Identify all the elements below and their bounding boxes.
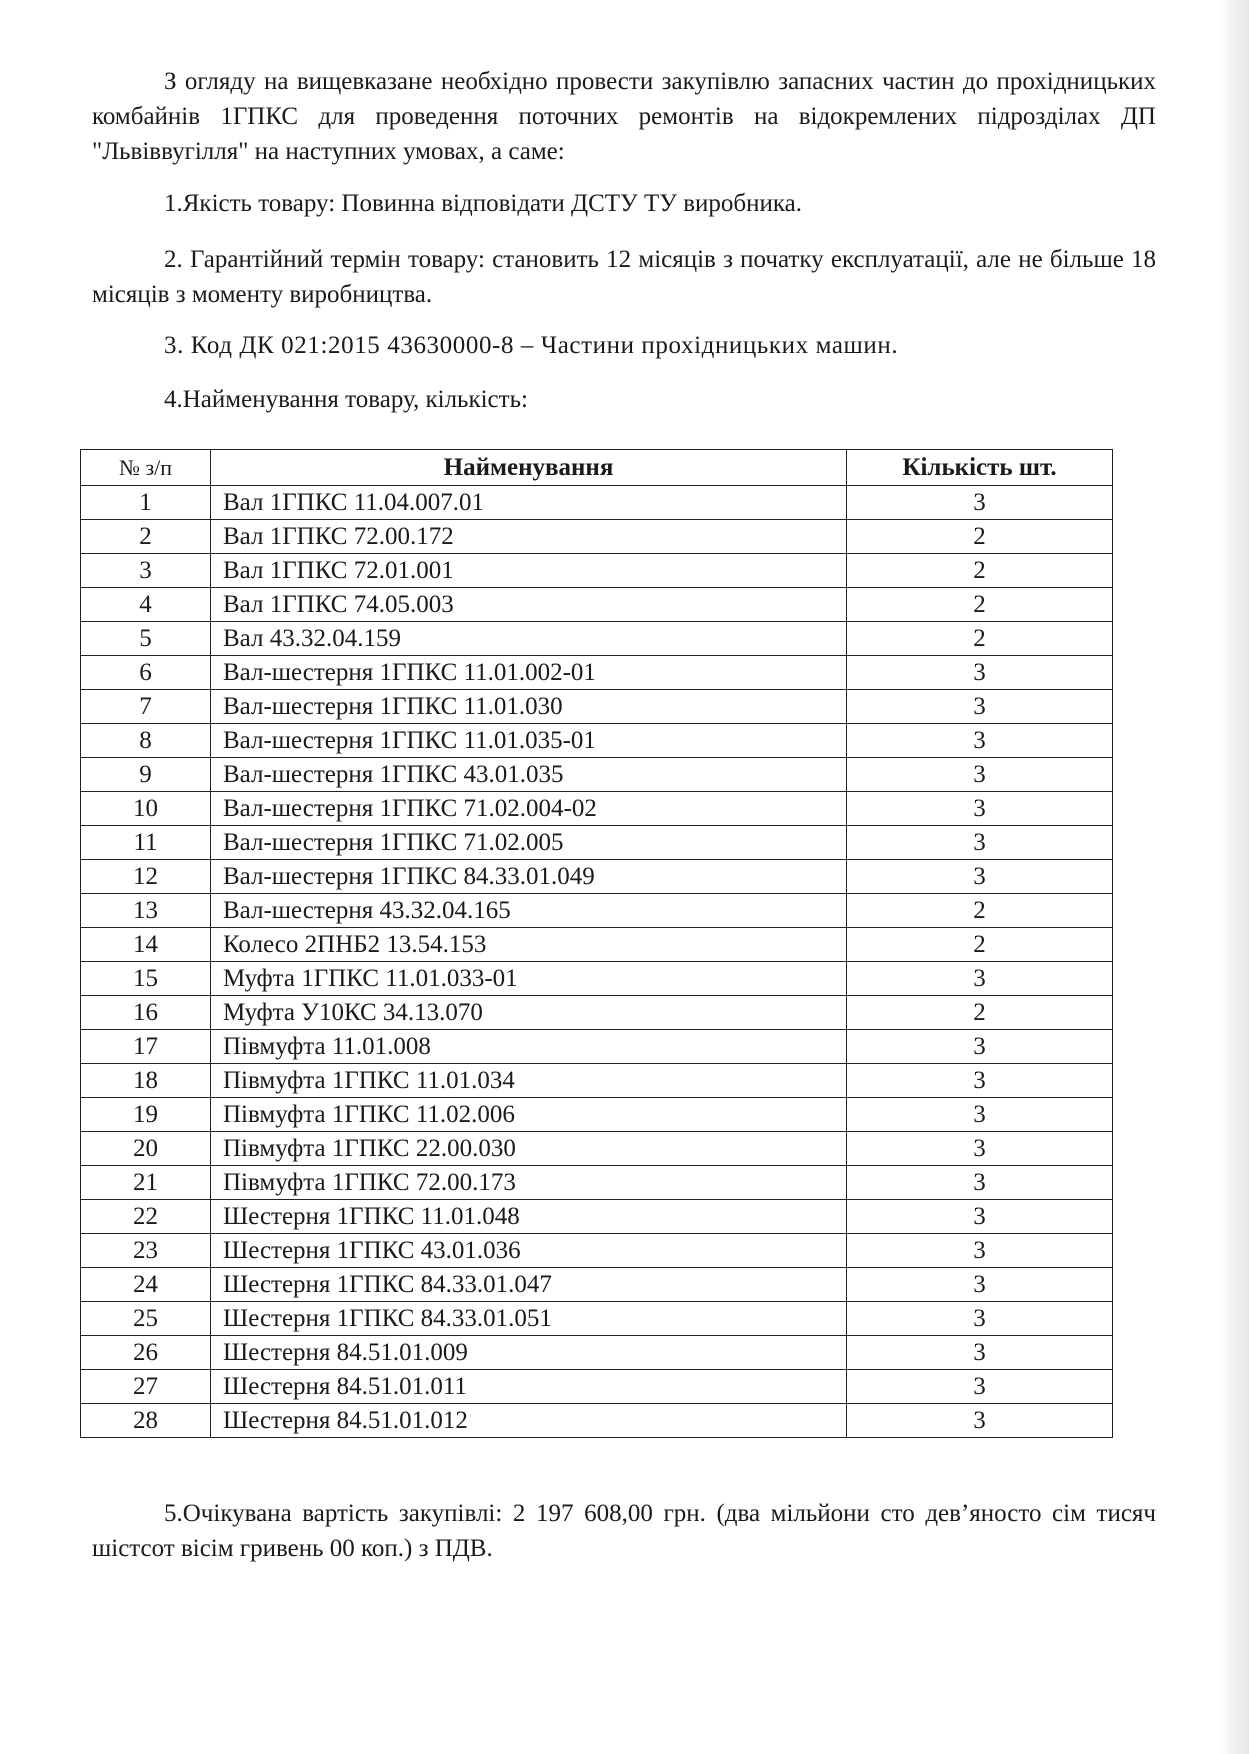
- row-name-cell: Шестерня 84.51.01.012: [211, 1404, 847, 1438]
- table-row: [81, 1370, 1113, 1404]
- row-quantity-cell: 3: [847, 1302, 1113, 1336]
- row-number-cell: 20: [81, 1132, 211, 1166]
- intro-paragraph: З огляду на вищевказане необхідно провести закупівлю запасних частин до прохідницьких комбайнів 1ГПКС для проведення поточних ремонтів на відокремлених підрозділах ДП "Львіввугілля" на наступних умовах, а саме:: [92, 68, 1156, 165]
- row-quantity-cell: 2: [847, 554, 1113, 588]
- row-quantity-cell: 3: [847, 860, 1113, 894]
- header-number: № з/п: [81, 450, 211, 486]
- row-name-cell: Півмуфта 1ГПКС 11.02.006: [211, 1098, 847, 1132]
- row-name-cell: Вал-шестерня 1ГПКС 11.01.035-01: [211, 724, 847, 758]
- row-quantity-cell: 2: [847, 928, 1113, 962]
- row-number-cell: 6: [81, 656, 211, 690]
- table-row: [81, 554, 1113, 588]
- row-number-cell: 22: [81, 1200, 211, 1234]
- row-number-cell: 14: [81, 928, 211, 962]
- row-quantity-cell: 3: [847, 1404, 1113, 1438]
- row-number-cell: 10: [81, 792, 211, 826]
- row-name-cell: Вал-шестерня 1ГПКС 71.02.005: [211, 826, 847, 860]
- table-header-row: [81, 450, 1113, 486]
- row-quantity-cell: 3: [847, 1200, 1113, 1234]
- row-name-cell: Вал 1ГПКС 74.05.003: [211, 588, 847, 622]
- row-number-cell: 4: [81, 588, 211, 622]
- row-name-cell: Шестерня 1ГПКС 84.33.01.051: [211, 1302, 847, 1336]
- row-number-cell: 15: [81, 962, 211, 996]
- table-row: [81, 520, 1113, 554]
- row-name-cell: Вал 1ГПКС 11.04.007.01: [211, 486, 847, 520]
- row-quantity-cell: 3: [847, 1336, 1113, 1370]
- row-number-cell: 26: [81, 1336, 211, 1370]
- row-quantity-cell: 3: [847, 1132, 1113, 1166]
- cost-paragraph: 5.Очікувана вартість закупівлі: 2 197 608,00 грн. (два мільйони сто дев’яносто сім тисяч шістсот вісім гривень 00 коп.) з ПДВ.: [92, 1500, 1156, 1562]
- row-quantity-cell: 2: [847, 588, 1113, 622]
- table-row: [81, 1234, 1113, 1268]
- row-number-cell: 18: [81, 1064, 211, 1098]
- row-name-cell: Вал-шестерня 1ГПКС 11.01.002-01: [211, 656, 847, 690]
- row-number-cell: 28: [81, 1404, 211, 1438]
- items-title-paragraph: 4.Найменування товару, кількість:: [164, 386, 528, 413]
- row-number-cell: 8: [81, 724, 211, 758]
- row-name-cell: Вал-шестерня 1ГПКС 71.02.004-02: [211, 792, 847, 826]
- table-row: [81, 996, 1113, 1030]
- table-row: [81, 860, 1113, 894]
- row-quantity-cell: 3: [847, 656, 1113, 690]
- row-name-cell: Муфта У10КС 34.13.070: [211, 996, 847, 1030]
- row-name-cell: Шестерня 1ГПКС 11.01.048: [211, 1200, 847, 1234]
- items-table: [80, 449, 1113, 1438]
- row-name-cell: Вал-шестерня 1ГПКС 43.01.035: [211, 758, 847, 792]
- table-row: [81, 928, 1113, 962]
- table-row: [81, 1098, 1113, 1132]
- row-number-cell: 12: [81, 860, 211, 894]
- row-quantity-cell: 2: [847, 622, 1113, 656]
- row-quantity-cell: 3: [847, 1098, 1113, 1132]
- table-row: [81, 1302, 1113, 1336]
- row-quantity-cell: 3: [847, 792, 1113, 826]
- table-row: [81, 1064, 1113, 1098]
- warranty-paragraph: 2. Гарантійний термін товару: становить 12 місяців з початку експлуатації, але не більше 18 місяців з моменту виробництва.: [92, 246, 1156, 308]
- table-row: [81, 1404, 1113, 1438]
- table-row: [81, 1336, 1113, 1370]
- row-number-cell: 2: [81, 520, 211, 554]
- row-quantity-cell: 3: [847, 1030, 1113, 1064]
- row-quantity-cell: 3: [847, 1166, 1113, 1200]
- row-number-cell: 24: [81, 1268, 211, 1302]
- row-quantity-cell: 2: [847, 996, 1113, 1030]
- row-name-cell: Півмуфта 1ГПКС 11.01.034: [211, 1064, 847, 1098]
- row-quantity-cell: 3: [847, 690, 1113, 724]
- row-quantity-cell: 3: [847, 1370, 1113, 1404]
- row-name-cell: Шестерня 1ГПКС 84.33.01.047: [211, 1268, 847, 1302]
- header-name: Найменування: [211, 450, 847, 486]
- table-row: [81, 792, 1113, 826]
- row-quantity-cell: 3: [847, 486, 1113, 520]
- row-number-cell: 21: [81, 1166, 211, 1200]
- row-name-cell: Півмуфта 1ГПКС 22.00.030: [211, 1132, 847, 1166]
- row-name-cell: Вал 1ГПКС 72.00.172: [211, 520, 847, 554]
- row-name-cell: Шестерня 84.51.01.009: [211, 1336, 847, 1370]
- row-name-cell: Вал-шестерня 43.32.04.165: [211, 894, 847, 928]
- row-number-cell: 17: [81, 1030, 211, 1064]
- row-number-cell: 9: [81, 758, 211, 792]
- table-row: [81, 826, 1113, 860]
- row-number-cell: 5: [81, 622, 211, 656]
- row-number-cell: 25: [81, 1302, 211, 1336]
- items-table-wrapper: [80, 449, 1112, 1438]
- table-row: [81, 724, 1113, 758]
- row-quantity-cell: 2: [847, 520, 1113, 554]
- quality-paragraph: 1.Якість товару: Повинна відповідати ДСТУ ТУ виробника.: [164, 190, 803, 217]
- scan-edge-shadow: [1221, 0, 1249, 1754]
- row-number-cell: 16: [81, 996, 211, 1030]
- table-row: [81, 1268, 1113, 1302]
- table-row: [81, 758, 1113, 792]
- code-paragraph: 3. Код ДК 021:2015 43630000-8 – Частини прохідницьких машин.: [164, 332, 899, 359]
- row-number-cell: 1: [81, 486, 211, 520]
- row-name-cell: Півмуфта 1ГПКС 72.00.173: [211, 1166, 847, 1200]
- row-name-cell: Вал 1ГПКС 72.01.001: [211, 554, 847, 588]
- row-number-cell: 3: [81, 554, 211, 588]
- row-name-cell: Шестерня 84.51.01.011: [211, 1370, 847, 1404]
- row-quantity-cell: 3: [847, 1064, 1113, 1098]
- items-table-body: [81, 486, 1113, 1438]
- table-row: [81, 1200, 1113, 1234]
- row-name-cell: Вал-шестерня 1ГПКС 11.01.030: [211, 690, 847, 724]
- header-quantity: Кількість шт.: [847, 450, 1113, 486]
- row-number-cell: 13: [81, 894, 211, 928]
- table-row: [81, 486, 1113, 520]
- table-row: [81, 622, 1113, 656]
- row-name-cell: Півмуфта 11.01.008: [211, 1030, 847, 1064]
- table-row: [81, 690, 1113, 724]
- row-name-cell: Муфта 1ГПКС 11.01.033-01: [211, 962, 847, 996]
- row-quantity-cell: 3: [847, 826, 1113, 860]
- row-quantity-cell: 2: [847, 894, 1113, 928]
- table-row: [81, 894, 1113, 928]
- table-row: [81, 1132, 1113, 1166]
- row-name-cell: Шестерня 1ГПКС 43.01.036: [211, 1234, 847, 1268]
- table-row: [81, 1166, 1113, 1200]
- table-row: [81, 962, 1113, 996]
- row-name-cell: Вал 43.32.04.159: [211, 622, 847, 656]
- row-quantity-cell: 3: [847, 1268, 1113, 1302]
- row-number-cell: 23: [81, 1234, 211, 1268]
- row-number-cell: 19: [81, 1098, 211, 1132]
- row-name-cell: Колесо 2ПНБ2 13.54.153: [211, 928, 847, 962]
- row-quantity-cell: 3: [847, 962, 1113, 996]
- table-row: [81, 588, 1113, 622]
- row-number-cell: 27: [81, 1370, 211, 1404]
- row-name-cell: Вал-шестерня 1ГПКС 84.33.01.049: [211, 860, 847, 894]
- table-row: [81, 656, 1113, 690]
- row-quantity-cell: 3: [847, 724, 1113, 758]
- row-quantity-cell: 3: [847, 1234, 1113, 1268]
- row-number-cell: 11: [81, 826, 211, 860]
- row-number-cell: 7: [81, 690, 211, 724]
- table-row: [81, 1030, 1113, 1064]
- row-quantity-cell: 3: [847, 758, 1113, 792]
